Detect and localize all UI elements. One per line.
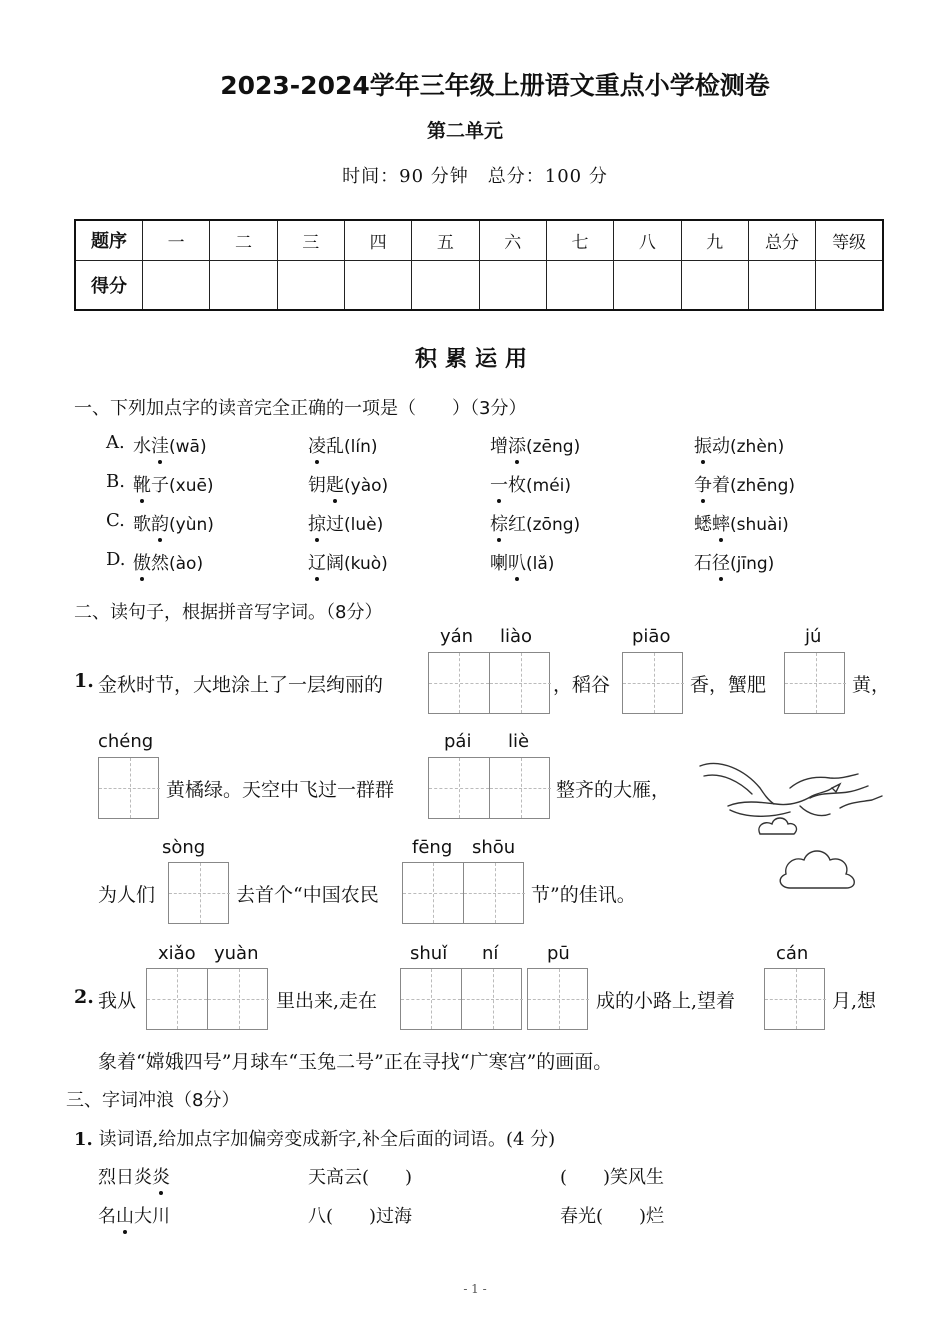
- pinyin: liào: [500, 626, 533, 647]
- writing-grid[interactable]: [784, 652, 845, 714]
- score-cell[interactable]: [344, 260, 411, 310]
- word-blank[interactable]: 天高云( ): [308, 1167, 413, 1188]
- sentence-number: 1.: [74, 670, 94, 692]
- option-word: 蟋蟀(shuài): [694, 510, 789, 536]
- score-col: 八: [614, 220, 681, 260]
- q3-sub1-text: 读词语,给加点字加偏旁变成新字,补全后面的词语。(4 分): [98, 1129, 556, 1150]
- option-word: 振动(zhèn): [694, 432, 784, 458]
- score-cell[interactable]: [816, 260, 883, 310]
- option-label[interactable]: B.: [106, 471, 125, 492]
- pinyin: yuàn: [214, 943, 259, 964]
- sentence-text: ，稻谷: [553, 674, 611, 696]
- sentence-text: 黄，: [852, 674, 891, 696]
- dotted-char: 匙: [326, 471, 344, 497]
- dotted-char: 添: [508, 432, 526, 458]
- dotted-char: 洼: [151, 432, 169, 458]
- page-title: 2023-2024学年三年级上册语文重点小学检测卷: [220, 71, 770, 100]
- score-cell[interactable]: [210, 260, 277, 310]
- sentence-text: 象着“嫦娥四号”月球车“玉兔二号”正在寻找“广寒宫”的画面。: [98, 1051, 613, 1073]
- option-word: 增添(zēng): [490, 432, 580, 458]
- q3-sub1: [74, 1125, 555, 1151]
- score-cell[interactable]: [546, 260, 613, 310]
- writing-grid[interactable]: [622, 652, 683, 714]
- word-blank[interactable]: 八( )过海: [308, 1206, 413, 1227]
- sentence-text: 香，蟹肥: [690, 674, 767, 696]
- goose-head: [832, 784, 840, 792]
- sentence-text: 我从: [98, 990, 137, 1012]
- pinyin: fēng: [412, 837, 453, 858]
- option-word: 水洼(wā): [133, 432, 207, 458]
- dotted-char: 一: [490, 471, 508, 497]
- option-word: 傲然(ào): [133, 549, 203, 575]
- option-word: 石径(jīng): [694, 549, 774, 575]
- score-table: [74, 219, 884, 311]
- sentence-text: 月,想: [832, 990, 877, 1012]
- option-label[interactable]: D.: [106, 549, 126, 570]
- option-word: 靴子(xuē): [133, 471, 214, 497]
- sentence-text: 节”的佳讯。: [531, 884, 636, 906]
- goose-body: [728, 788, 832, 806]
- score-cell[interactable]: [748, 260, 815, 310]
- writing-grid[interactable]: [400, 968, 522, 1030]
- score-table-score-label: 得分: [75, 260, 143, 310]
- score-cell[interactable]: [614, 260, 681, 310]
- score-col: 六: [479, 220, 546, 260]
- goose-belly: [730, 810, 790, 816]
- sentence-text: 里出来,走在: [276, 990, 378, 1012]
- q1-title: 一、下列加点字的读音完全正确的一项是（ ）（3分）: [74, 398, 527, 419]
- q3-title: 三、字词冲浪（8分）: [66, 1090, 240, 1111]
- dotted-char: 争: [694, 471, 712, 497]
- score-table-header-label: 题序: [75, 220, 143, 260]
- sentence-text: 金秋时节，大地涂上了一层绚丽的: [98, 674, 384, 696]
- dotted-char: 径: [712, 549, 730, 575]
- word-item: 名山大川: [98, 1202, 170, 1228]
- score-col: 五: [412, 220, 479, 260]
- option-word: 一枚(méi): [490, 471, 571, 497]
- dotted-char: 振: [694, 432, 712, 458]
- goose-body: [810, 786, 868, 798]
- pinyin: sòng: [162, 837, 206, 858]
- dotted-char: 棕: [490, 510, 508, 536]
- time-info: 时间：90 分钟 总分：100 分: [342, 166, 608, 187]
- sentence-text: 黄橘绿。天空中飞过一群群: [166, 779, 395, 801]
- pinyin: xiǎo: [158, 943, 196, 964]
- dotted-char: 掠: [308, 510, 326, 536]
- writing-grid[interactable]: [98, 757, 159, 819]
- dotted-char: 叭: [508, 549, 526, 575]
- pinyin: pū: [547, 943, 570, 964]
- q2-title: 二、读句子，根据拼音写字词。（8分）: [74, 602, 383, 623]
- writing-grid[interactable]: [428, 757, 550, 819]
- option-label[interactable]: C.: [106, 510, 125, 531]
- geese-illustration: [690, 748, 890, 898]
- sentence-text: 整齐的大雁，: [556, 779, 671, 801]
- pinyin: liè: [508, 731, 530, 752]
- goose-wing: [704, 775, 752, 794]
- score-col: 三: [277, 220, 344, 260]
- option-word: 歌韵(yùn): [133, 510, 214, 536]
- score-cell[interactable]: [479, 260, 546, 310]
- sub-number: 1.: [74, 1129, 93, 1150]
- dotted-char: 山: [116, 1202, 134, 1228]
- option-word: 凌乱(lín): [308, 432, 378, 458]
- score-cell[interactable]: [681, 260, 748, 310]
- goose-body: [840, 796, 882, 808]
- pinyin: shōu: [472, 837, 516, 858]
- score-col: 等级: [816, 220, 883, 260]
- pinyin: yán: [440, 626, 474, 647]
- option-label[interactable]: A.: [106, 432, 125, 453]
- score-cell[interactable]: [277, 260, 344, 310]
- pinyin: piāo: [632, 626, 671, 647]
- sentence-text: 为人们: [98, 884, 156, 906]
- cloud: [759, 818, 797, 834]
- page-number: - 1 -: [463, 1282, 487, 1296]
- dotted-char: 靴: [133, 471, 151, 497]
- goose-wing: [700, 763, 774, 804]
- score-cell[interactable]: [412, 260, 479, 310]
- dotted-char: 炎: [152, 1163, 170, 1189]
- dotted-char: 辽: [308, 549, 326, 575]
- goose-wing: [790, 774, 858, 788]
- sentence-text: 成的小路上,望着: [596, 990, 736, 1012]
- option-word: 棕红(zōng): [490, 510, 580, 536]
- score-col: 七: [546, 220, 613, 260]
- dotted-char: 凌: [308, 432, 326, 458]
- option-word: 喇叭(lǎ): [490, 549, 554, 575]
- writing-grid[interactable]: [527, 968, 588, 1030]
- score-col: 一: [143, 220, 210, 260]
- score-col: 总分: [748, 220, 815, 260]
- option-word: 争着(zhēng): [694, 471, 795, 497]
- dotted-char: 蟀: [712, 510, 730, 536]
- sentence-text: 去首个“中国农民: [236, 884, 379, 906]
- writing-grid[interactable]: [402, 862, 524, 924]
- word-item: 烈日炎炎: [98, 1163, 170, 1189]
- pinyin: jú: [805, 626, 822, 647]
- score-cell[interactable]: [143, 260, 210, 310]
- writing-grid[interactable]: [168, 862, 229, 924]
- dotted-char: 韵: [151, 510, 169, 536]
- unit-subtitle: 第二单元: [426, 120, 503, 142]
- score-col: 九: [681, 220, 748, 260]
- pinyin: ní: [482, 943, 499, 964]
- goose-wing: [800, 806, 830, 816]
- pinyin: shuǐ: [410, 943, 448, 964]
- writing-grid[interactable]: [428, 652, 550, 714]
- pinyin: pái: [444, 731, 472, 752]
- word-blank[interactable]: ( )笑风生: [560, 1167, 665, 1188]
- score-col: 四: [344, 220, 411, 260]
- writing-grid[interactable]: [764, 968, 825, 1030]
- section-title: 积累运用: [414, 347, 535, 372]
- cloud: [780, 851, 854, 888]
- sentence-number: 2.: [74, 986, 94, 1008]
- pinyin: cán: [776, 943, 809, 964]
- dotted-char: 傲: [133, 549, 151, 575]
- writing-grid[interactable]: [146, 968, 268, 1030]
- pinyin: chéng: [98, 731, 154, 752]
- option-word: 钥匙(yào): [308, 471, 388, 497]
- score-col: 二: [210, 220, 277, 260]
- word-blank[interactable]: 春光( )烂: [560, 1206, 665, 1227]
- option-word: 辽阔(kuò): [308, 549, 388, 575]
- option-word: 掠过(luè): [308, 510, 383, 536]
